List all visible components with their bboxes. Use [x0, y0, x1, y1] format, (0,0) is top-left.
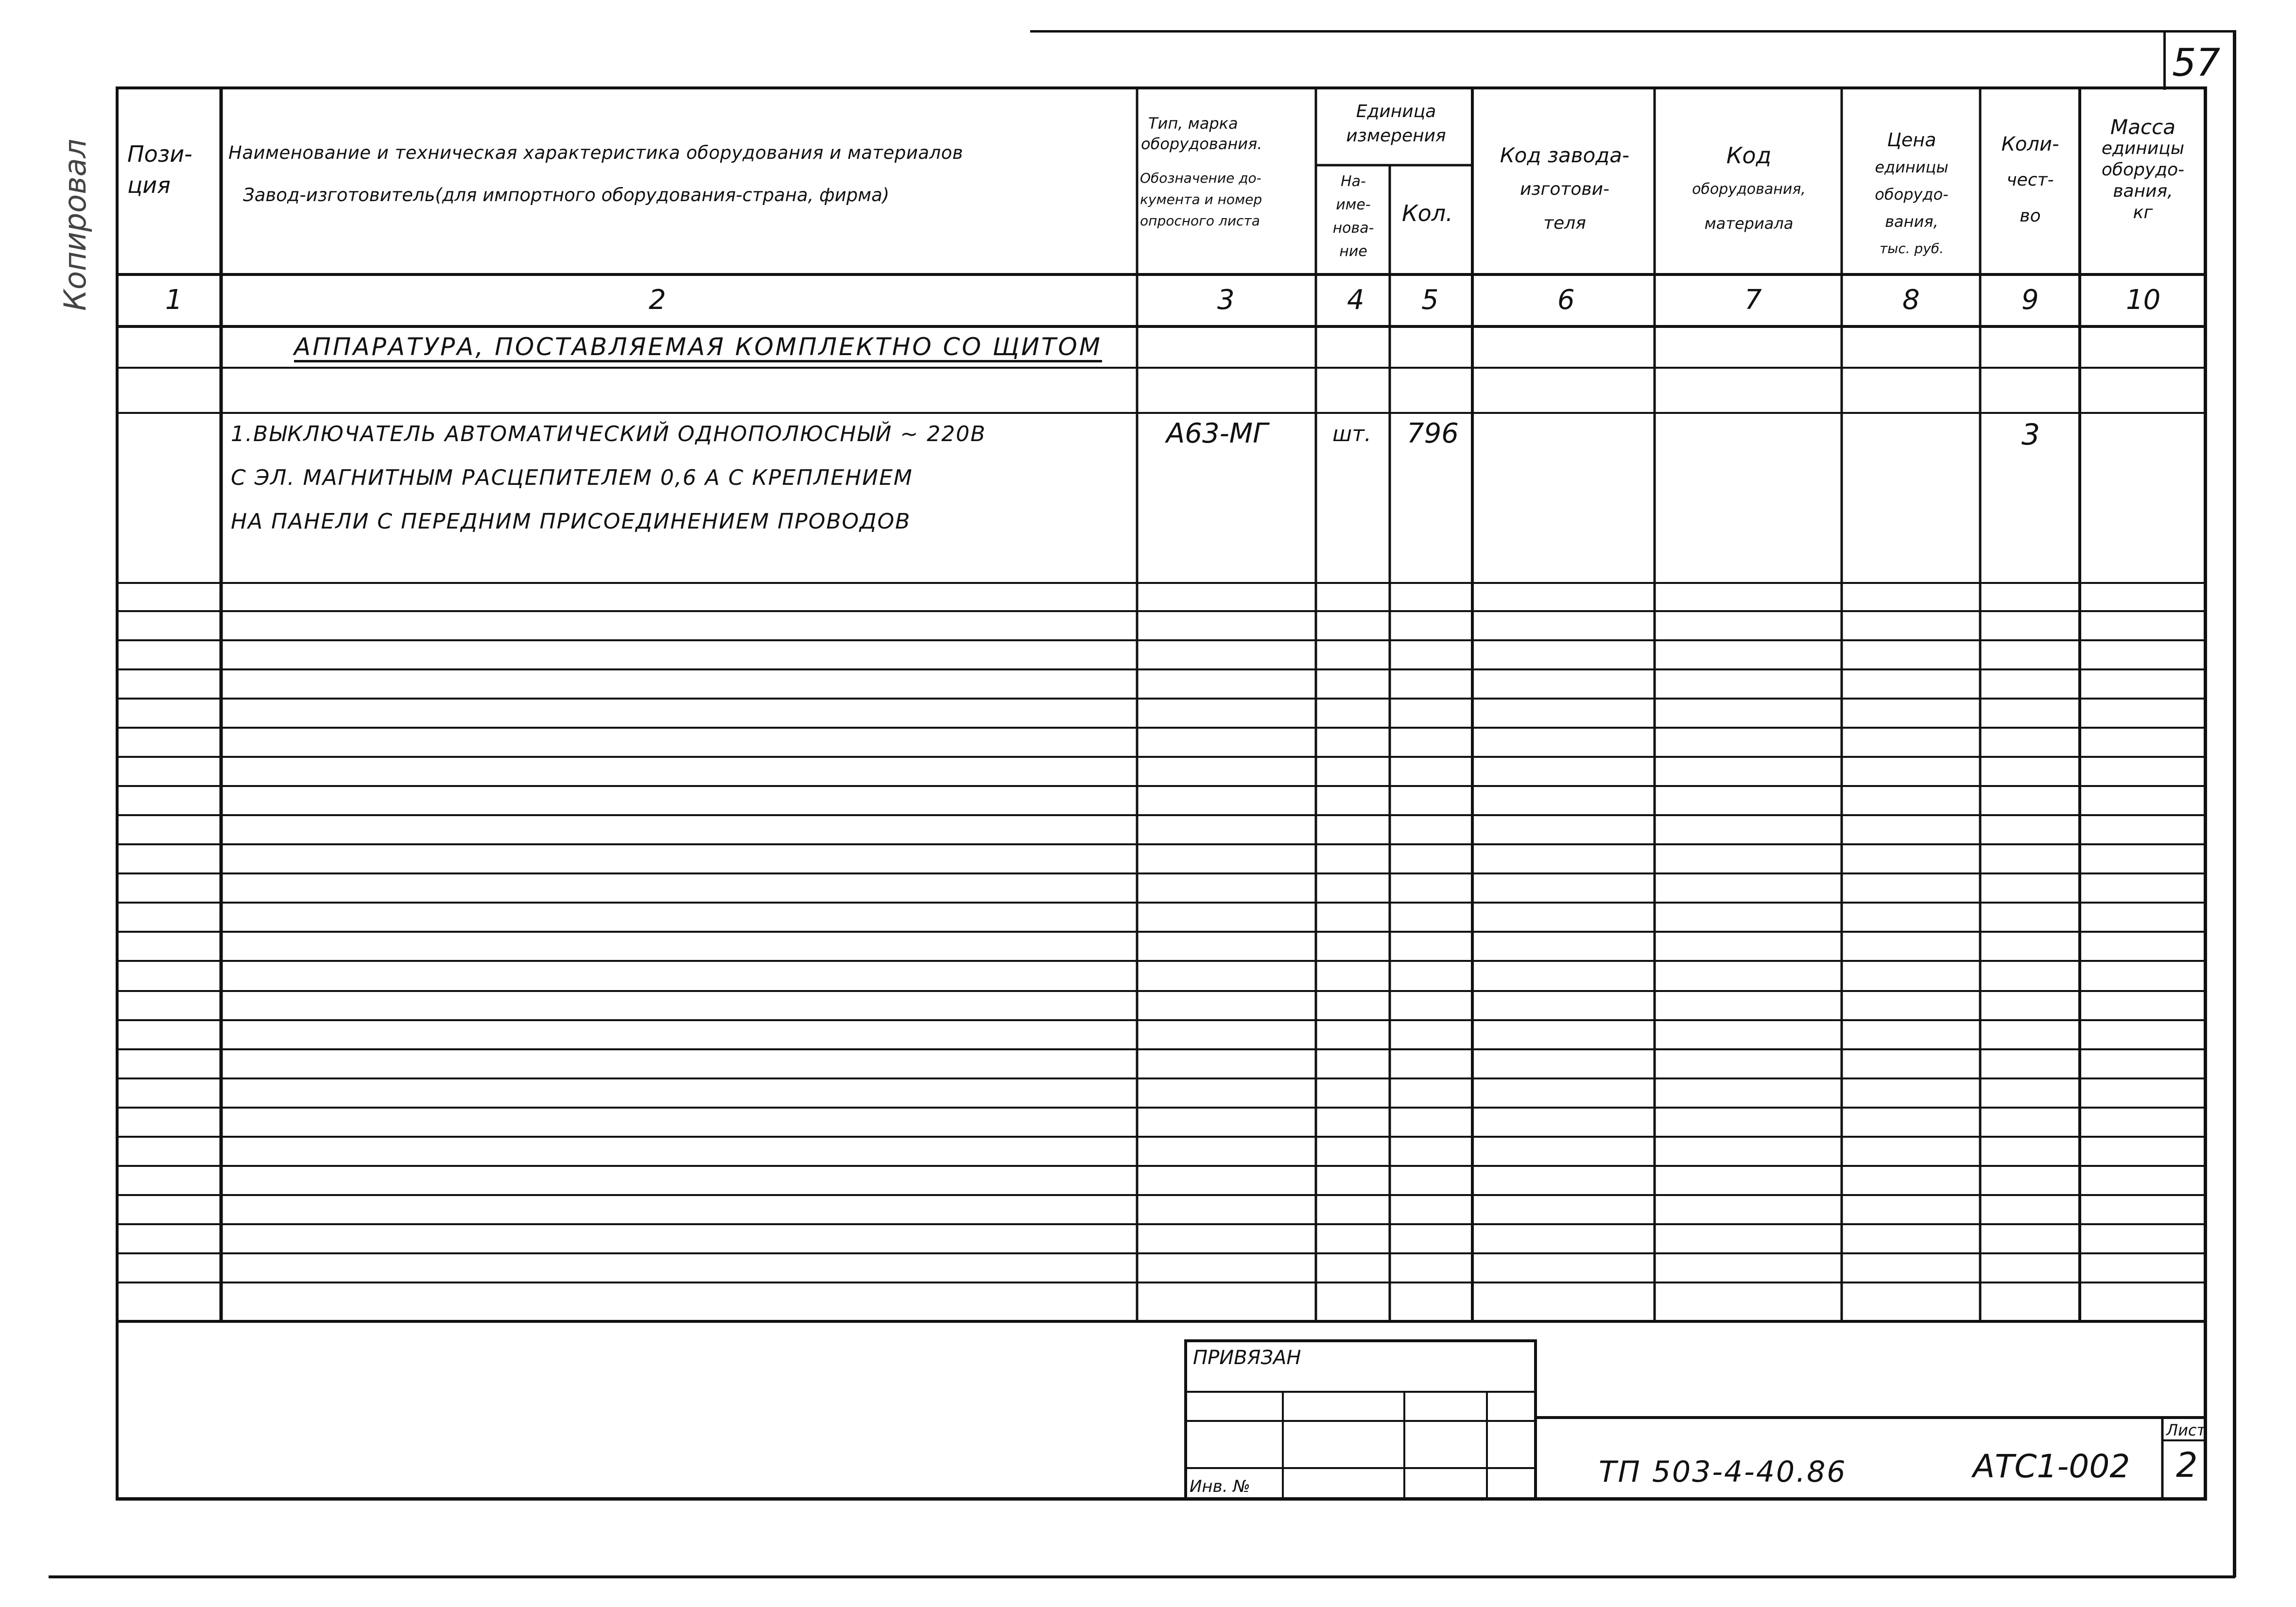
- header-name-line1: Наименование и техническая характеристика оборудования и материалов: [228, 142, 964, 163]
- header-unit-name-line2: име-: [1336, 196, 1371, 213]
- stamp-bound: ПРИВЯЗАН: [1193, 1347, 1301, 1369]
- sheet-number: 2: [2176, 1445, 2198, 1485]
- header-mass-line4: вания,: [2113, 181, 2173, 201]
- header-unit-name-line3: нова-: [1332, 220, 1374, 237]
- col-number-9: 9: [2021, 284, 2039, 316]
- item-unit: шт.: [1332, 422, 1371, 446]
- side-margin-text: Копировал: [57, 138, 93, 311]
- col-number-1: 1: [165, 284, 183, 316]
- project-code: ТП 503-4-40.86: [1599, 1455, 1847, 1489]
- header-equipment-code-line2: оборудования,: [1692, 181, 1806, 198]
- col-number-6: 6: [1557, 284, 1575, 316]
- item-line-2: С ЭЛ. МАГНИТНЫМ РАСЦЕПИТЕЛЕМ 0,6 А С КРЕПЛЕНИЕМ: [231, 465, 913, 490]
- sheet-label: Лист: [2166, 1421, 2206, 1439]
- header-manufacturer-code-line3: теля: [1543, 213, 1586, 233]
- item-quantity: 3: [2021, 418, 2040, 452]
- header-type-top-line1: Тип, марка: [1148, 114, 1238, 133]
- item-line-3: НА ПАНЕЛИ С ПЕРЕДНИМ ПРИСОЕДИНЕНИЕМ ПРОВОДОВ: [231, 509, 911, 534]
- col-number-8: 8: [1902, 284, 1920, 316]
- header-type-bottom-line3: опросного листа: [1140, 213, 1260, 229]
- header-unit-group: [1326, 100, 1467, 148]
- header-equipment-code-line3: материала: [1704, 214, 1794, 233]
- header-type-top: [1141, 113, 1262, 154]
- header-unit-name: [1318, 170, 1389, 263]
- header-unit-group-line1: Единица: [1356, 102, 1436, 121]
- doc-code: АТС1-002: [1973, 1448, 2130, 1485]
- stamp-inv-no: Инв. №: [1190, 1477, 1250, 1496]
- item-unit-code: 796: [1407, 418, 1459, 449]
- col-number-10: 10: [2126, 284, 2161, 316]
- header-quantity-line3: во: [2020, 206, 2041, 226]
- header-position-line2: ция: [127, 172, 171, 198]
- header-type-bottom-line2: кумента и номер: [1140, 191, 1262, 207]
- header-equipment-code: [1657, 138, 1841, 240]
- header-mass-line3: оборудо-: [2101, 160, 2185, 180]
- col-number-7: 7: [1744, 284, 1762, 316]
- header-manufacturer-code: [1477, 138, 1652, 240]
- header-manufacturer-code-line1: Код завода-: [1500, 143, 1630, 167]
- header-quantity: [1983, 126, 2078, 234]
- header-equipment-code-line1: Код: [1726, 142, 1772, 169]
- header-price-line1: Цена: [1887, 129, 1936, 151]
- header-price-line2: единицы: [1875, 158, 1949, 176]
- header-position-line1: Пози-: [127, 141, 192, 167]
- header-unit-name-line4: ние: [1339, 243, 1367, 260]
- header-quantity-line1: Коли-: [2001, 133, 2059, 155]
- col-number-2: 2: [649, 284, 666, 316]
- section-title: АППАРАТУРА, ПОСТАВЛЯЕМАЯ КОМПЛЕКТНО СО ЩИТОМ: [294, 333, 1102, 361]
- header-unit-group-line2: измерения: [1346, 126, 1446, 146]
- item-type: А63-МГ: [1166, 418, 1268, 449]
- header-manufacturer-code-line2: изготови-: [1519, 179, 1610, 199]
- col-number-5: 5: [1421, 284, 1439, 316]
- header-type-bottom: [1140, 168, 1262, 232]
- header-mass: [2082, 117, 2204, 223]
- header-name-line2: Завод-изготовитель(для импортного оборудования-страна, фирма): [243, 185, 890, 205]
- header-position: [127, 138, 192, 201]
- col-number-4: 4: [1347, 284, 1364, 316]
- header-price-line5: тыс. руб.: [1879, 240, 1944, 256]
- header-unit-code: Кол.: [1402, 200, 1453, 226]
- col-number-3: 3: [1217, 284, 1235, 316]
- header-mass-line2: единицы: [2101, 138, 2185, 158]
- header-type-top-line2: оборудования.: [1141, 135, 1262, 153]
- header-type-bottom-line1: Обозначение до-: [1140, 170, 1261, 186]
- header-unit-name-line1: На-: [1341, 173, 1366, 190]
- header-mass-line5: кг: [2133, 203, 2153, 222]
- item-line-1: 1.ВЫКЛЮЧАТЕЛЬ АВТОМАТИЧЕСКИЙ ОДНОПОЛЮСНЫЙ ~ 220В: [231, 422, 986, 446]
- header-price: [1844, 126, 1979, 262]
- header-price-line3: оборудо-: [1875, 185, 1949, 204]
- page-number: 57: [2172, 41, 2221, 85]
- header-mass-line1: Масса: [2110, 115, 2175, 139]
- header-price-line4: вания,: [1885, 212, 1938, 231]
- header-quantity-line2: чест-: [2006, 170, 2054, 190]
